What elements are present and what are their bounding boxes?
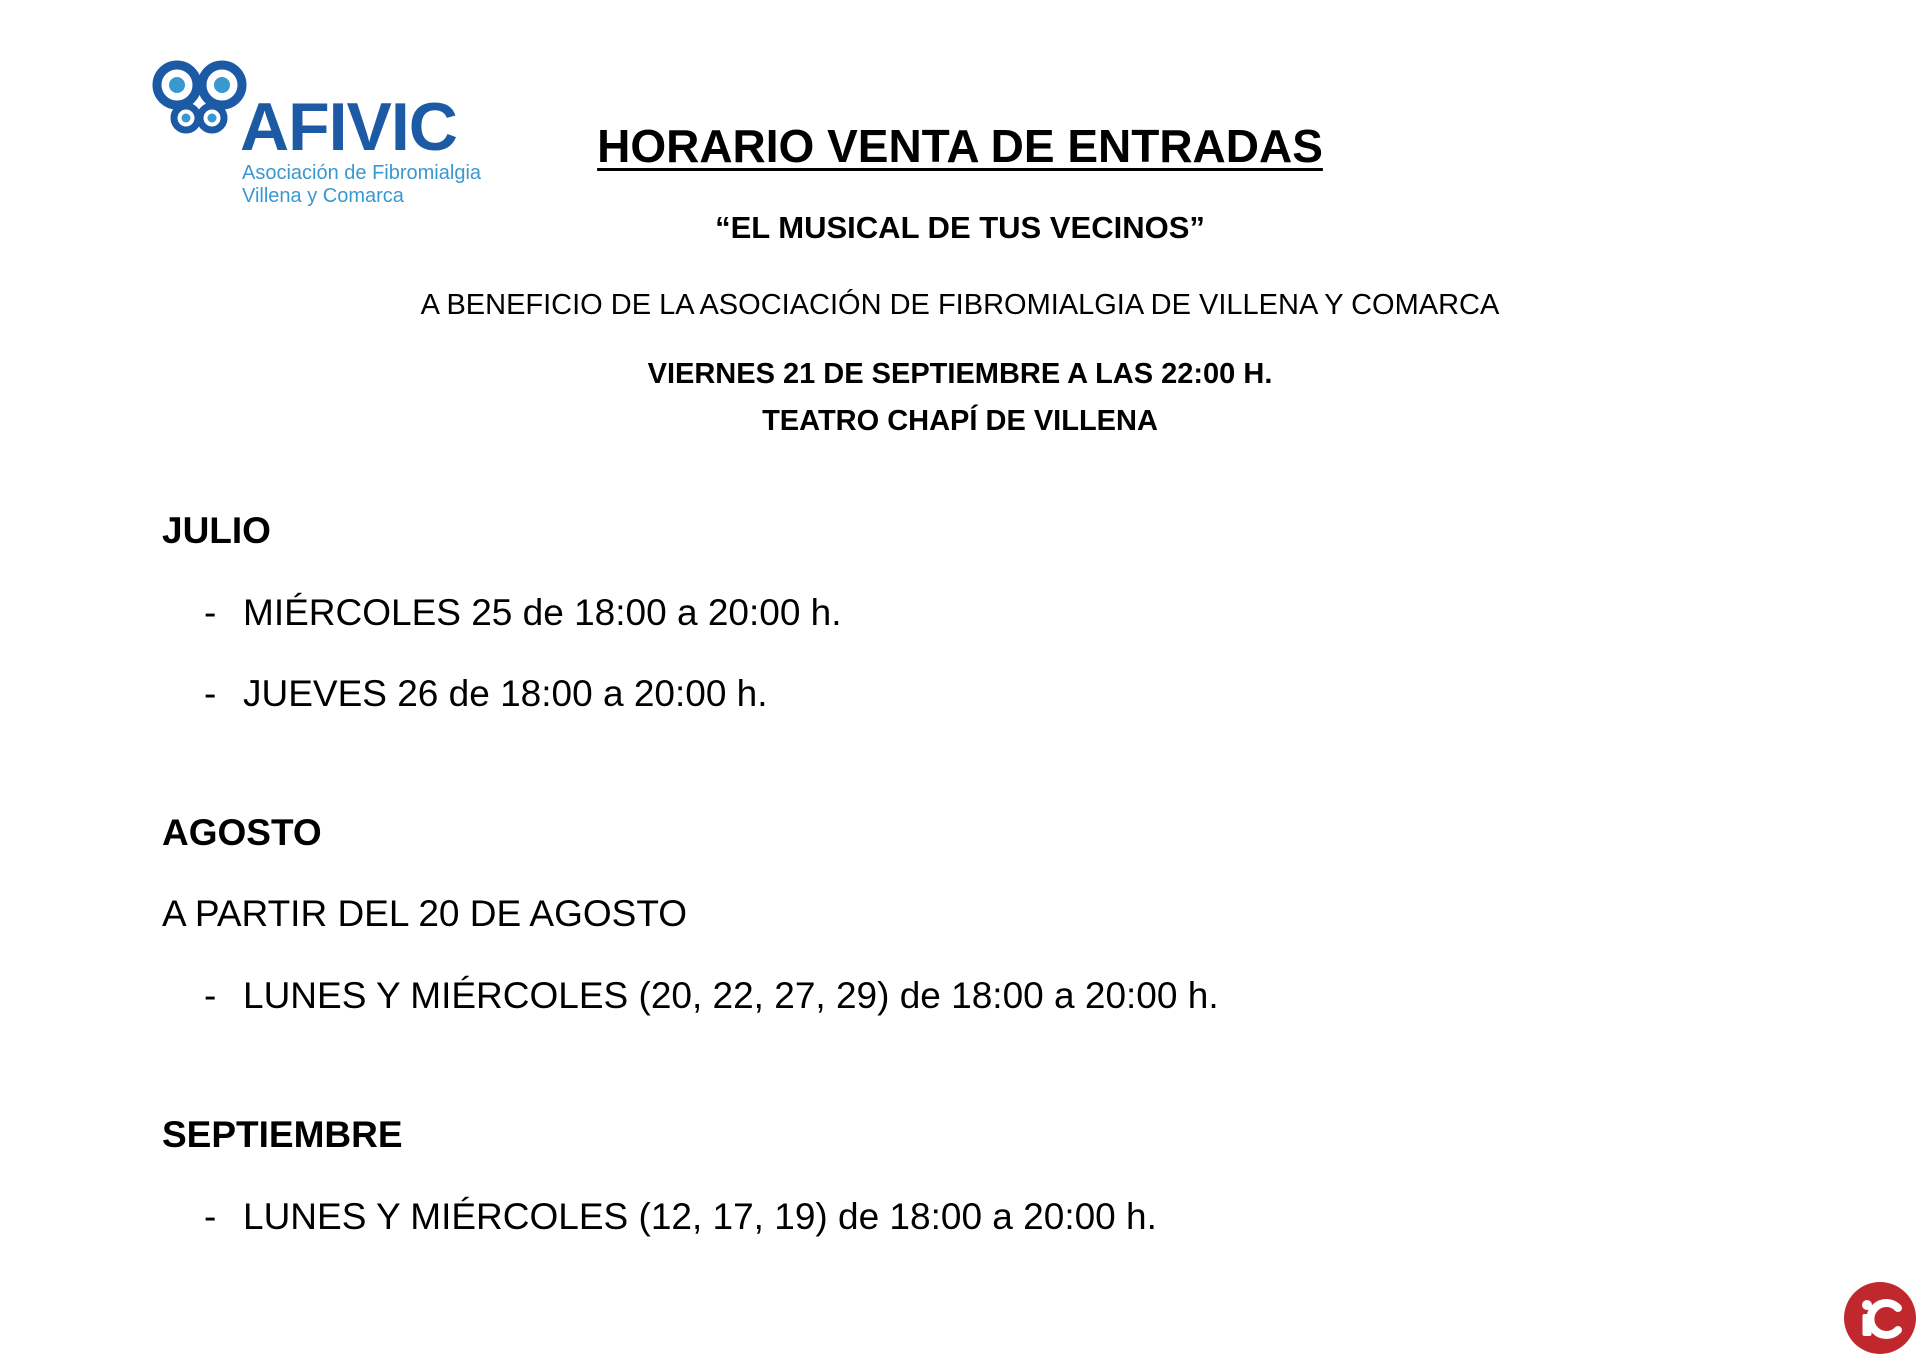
event-date: VIERNES 21 DE SEPTIEMBRE A LAS 22:00 H. [647, 358, 1273, 390]
month-heading-agosto: AGOSTO [162, 812, 322, 853]
bullet-dash: - [204, 975, 217, 1016]
agosto-note: A PARTIR DEL 20 DE AGOSTO [162, 893, 688, 934]
event-venue: TEATRO CHAPÍ DE VILLENA [762, 405, 1158, 437]
schedule-item-text: JUEVES 26 de 18:00 a 20:00 h. [243, 673, 768, 714]
ic-logo-icon [1843, 1281, 1917, 1355]
schedule-item-text: LUNES Y MIÉRCOLES (20, 22, 27, 29) de 18:00 a 20:00 h. [243, 975, 1219, 1016]
bullet-dash: - [204, 592, 217, 633]
schedule-item-text: MIÉRCOLES 25 de 18:00 a 20:00 h. [243, 592, 842, 633]
schedule-item [204, 973, 1219, 1019]
month-heading-julio: JULIO [162, 510, 271, 551]
ic-badge-icon [1843, 1281, 1917, 1355]
logo-subtitle-line1: Asociación de Fibromialgia [242, 162, 482, 184]
month-heading-septiembre: SEPTIEMBRE [162, 1114, 403, 1155]
bullet-dash: - [204, 673, 217, 714]
schedule-item [204, 671, 768, 717]
schedule-item [204, 1194, 1157, 1240]
schedule-item [204, 590, 842, 636]
bullet-dash: - [204, 1196, 217, 1237]
logo-wordmark: AFIVIC [240, 89, 457, 165]
benefit-line: A BENEFICIO DE LA ASOCIACIÓN DE FIBROMIALGIA DE VILLENA Y COMARCA [420, 289, 1500, 321]
page-title: HORARIO VENTA DE ENTRADAS [597, 120, 1323, 172]
logo-subtitle-line2: Villena y Comarca [242, 185, 404, 207]
show-title: “EL MUSICAL DE TUS VECINOS” [715, 210, 1205, 245]
schedule-item-text: LUNES Y MIÉRCOLES (12, 17, 19) de 18:00 a 20:00 h. [243, 1196, 1157, 1237]
